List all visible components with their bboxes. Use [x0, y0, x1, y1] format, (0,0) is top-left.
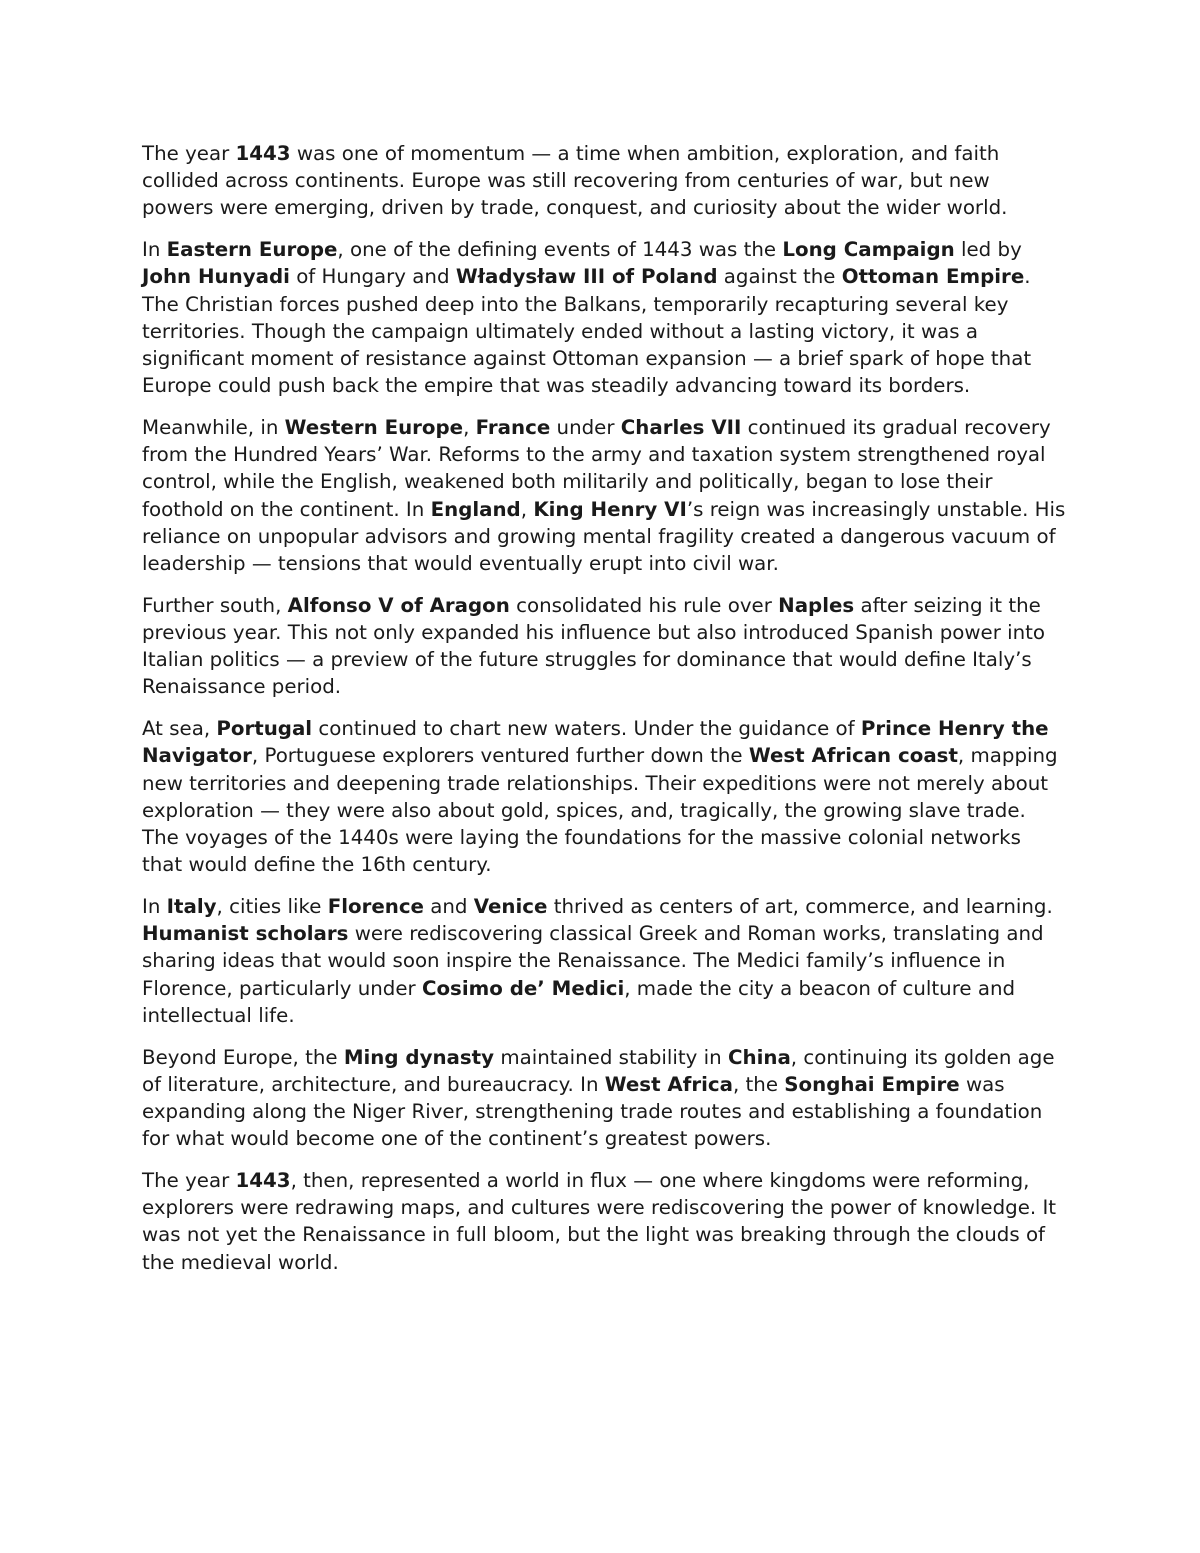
- bold-term: China: [727, 1045, 791, 1069]
- text-run: ’s reign was increasingly unstable. His reliance on unpopular advisors and growing mental fragility created a dangerous vacuum of leadership — tensions that would eventually erupt into civil war.: [142, 497, 1066, 576]
- text-run: led by: [954, 238, 1022, 262]
- text-run: In: [142, 895, 167, 919]
- bold-term: Songhai Empire: [784, 1072, 960, 1096]
- bold-term: Prince Henry the Navigator: [142, 717, 1049, 768]
- text-run: , one of the defining events of 1443 was the: [337, 238, 783, 262]
- text-run: . The Christian forces pushed deep into the Balkans, temporarily recapturing several key territories. Though the campaign ultimately ended without a lasting victory, it was a significant moment of resistance against Ottoman expansion — a brief spark of hope that Europe could push back the empire that was steadily advancing toward its borders.: [142, 265, 1032, 398]
- text-run: and: [423, 895, 474, 919]
- text-run: At sea,: [142, 717, 217, 741]
- text-run: The year: [142, 1169, 236, 1193]
- text-run: , the: [732, 1072, 785, 1096]
- document-body: [142, 140, 1067, 1290]
- bold-term: Naples: [778, 593, 855, 617]
- text-run: continued its gradual recovery from the Hundred Years’ War. Reforms to the army and taxation system strengthened royal control, while the English, weakened both militarily and politically, began to lose their foothold on the continent. In: [142, 416, 1051, 521]
- text-run: , made the city a beacon of culture and intellectual life.: [142, 976, 1016, 1027]
- text-run: consolidated his rule over: [509, 593, 779, 617]
- paragraph-6: [142, 893, 1067, 1029]
- bold-term: Humanist scholars: [142, 922, 349, 946]
- paragraph-2: [142, 236, 1067, 399]
- text-run: The year: [142, 142, 236, 165]
- text-run: thrived as centers of art, commerce, and learning.: [547, 895, 1053, 919]
- bold-term: King Henry VI: [533, 497, 687, 521]
- bold-term: Charles VII: [620, 416, 742, 440]
- bold-term: John Hunyadi: [142, 265, 290, 289]
- bold-term: Florence: [327, 895, 424, 919]
- text-run: under: [550, 416, 621, 440]
- bold-term: Alfonso V of Aragon: [287, 593, 510, 617]
- text-run: ,: [520, 497, 534, 521]
- text-run: after seizing it the previous year. This not only expanded his influence but also introduced Spanish power into Italian politics — a preview of the future struggles for dominance that would define Italy’s Renaissance period.: [142, 593, 1046, 699]
- paragraph-1: [142, 140, 1067, 222]
- bold-term: Ming dynasty: [343, 1045, 495, 1069]
- bold-term: 1443: [235, 142, 291, 165]
- text-run: , continuing its golden age of literature, architecture, and bureaucracy. In: [142, 1045, 1055, 1096]
- text-run: Beyond Europe, the: [142, 1045, 344, 1069]
- paragraph-3: [142, 414, 1067, 577]
- bold-term: Italy: [166, 895, 217, 919]
- bold-term: Portugal: [216, 717, 313, 741]
- text-run: In: [142, 238, 167, 262]
- bold-term: France: [475, 416, 551, 440]
- text-run: was one of momentum — a time when ambition, exploration, and faith collided across continents. Europe was still recovering from centuries of war, but new powers were emerging, driven by trade, conquest, and curiosity about the wider world.: [142, 142, 1008, 220]
- bold-term: Long Campaign: [782, 238, 955, 262]
- paragraph-5: [142, 715, 1067, 878]
- bold-term: Władysław III of Poland: [455, 265, 718, 289]
- paragraph-7: [142, 1044, 1067, 1153]
- text-run: against the: [717, 265, 842, 289]
- bold-term: Venice: [473, 895, 548, 919]
- text-run: , then, represented a world in flux — one where kingdoms were reforming, explorers were redrawing maps, and cultures were rediscovering the power of knowledge. It was not yet the Renaissance in full bloom, but the light was breaking through the clouds of the medieval world.: [142, 1169, 1057, 1274]
- bold-term: West Africa: [604, 1072, 733, 1096]
- text-run: was expanding along the Niger River, strengthening trade routes and establishing a foundation for what would become one of the continent’s greatest powers.: [142, 1072, 1043, 1151]
- text-run: ,: [463, 416, 476, 440]
- text-run: , cities like: [216, 895, 328, 919]
- bold-term: Eastern Europe: [166, 238, 338, 262]
- paragraph-4: [142, 592, 1067, 701]
- text-run: of Hungary and: [289, 265, 456, 289]
- text-run: continued to chart new waters. Under the guidance of: [312, 717, 861, 741]
- bold-term: England: [430, 497, 521, 521]
- bold-term: West African coast: [748, 744, 958, 768]
- text-run: maintained stability in: [494, 1045, 728, 1069]
- text-run: Further south,: [142, 593, 288, 617]
- text-run: , Portuguese explorers ventured further down the: [251, 744, 749, 768]
- text-run: Meanwhile, in: [142, 416, 285, 440]
- bold-term: Cosimo de’ Medici: [421, 976, 625, 1000]
- text-run: were rediscovering classical Greek and Roman works, translating and sharing ideas that would soon inspire the Renaissance. The Medici family’s influence in Florence, particularly under: [142, 922, 1044, 1000]
- bold-term: Western Europe: [284, 416, 464, 440]
- text-run: , mapping new territories and deepening trade relationships. Their expeditions were not merely about exploration — they were also about gold, spices, and, tragically, the growing slave trade. The voyages of the 1440s were laying the foundations for the massive colonial networks that would define the 16th century.: [142, 744, 1058, 877]
- bold-term: 1443: [235, 1169, 291, 1193]
- bold-term: Ottoman Empire: [841, 265, 1025, 289]
- paragraph-8: [142, 1167, 1067, 1276]
